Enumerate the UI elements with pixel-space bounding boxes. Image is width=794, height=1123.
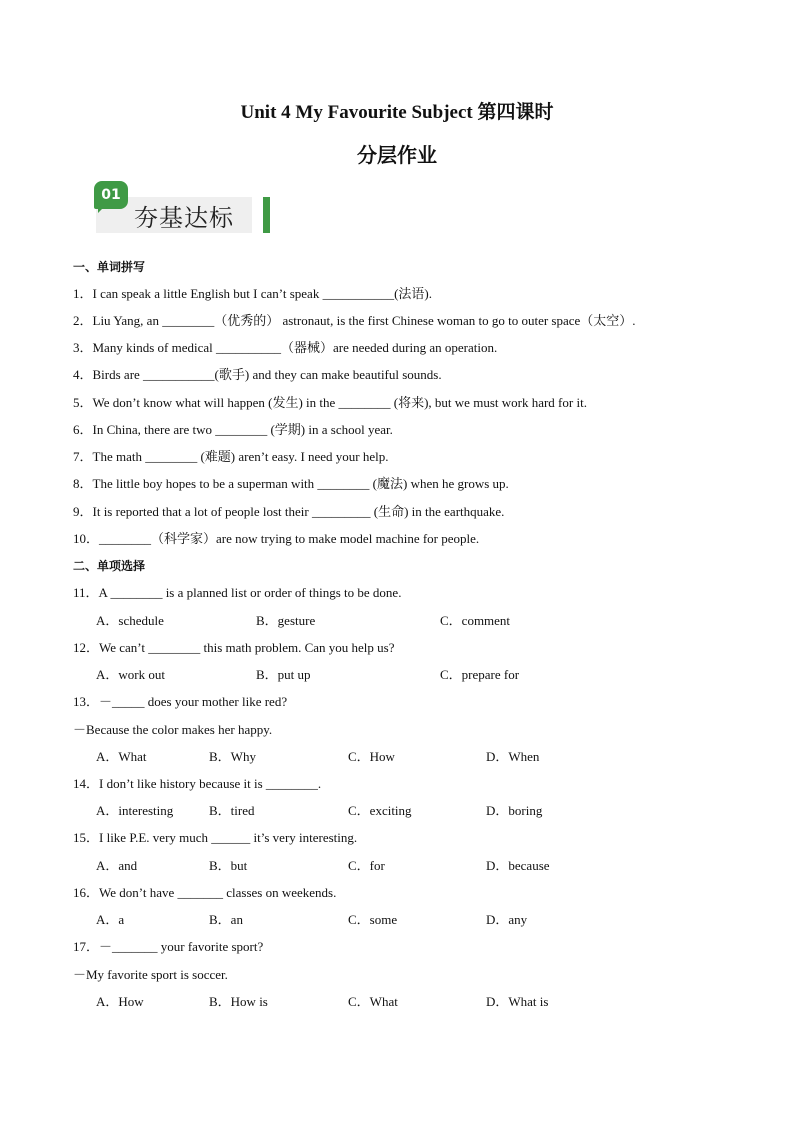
option-b: B．but	[209, 858, 248, 873]
option-b: B．Why	[209, 749, 256, 764]
question-stem: 12．We can’t ________ this math problem. Can you help us?	[73, 640, 395, 655]
spelling-item: 4．Birds are ___________(歌手) and they can make beautiful sounds.	[73, 367, 442, 382]
option-d: D．boring	[486, 803, 543, 818]
page-title: Unit 4 My Favourite Subject 第四课时	[240, 102, 554, 123]
banner-accent-bar	[263, 197, 270, 233]
option-c: C．exciting	[348, 803, 412, 818]
option-c: C．for	[348, 858, 385, 873]
option-b: B．an	[209, 912, 243, 927]
question-stem: 13．－_____ does your mother like red?	[73, 694, 288, 709]
section-heading-spelling: 一、单词拼写	[73, 260, 146, 274]
spelling-item: 1．I can speak a little English but I can’t speak ___________(法语).	[73, 286, 432, 301]
option-b: B．gesture	[256, 613, 316, 628]
option-a: A．How	[96, 994, 144, 1009]
page-subtitle: 分层作业	[357, 143, 437, 167]
section-banner	[84, 181, 274, 235]
spelling-item: 7．The math ________ (难题) aren’t easy. I need your help.	[73, 449, 389, 464]
option-c: C．How	[348, 749, 395, 764]
spelling-item: 8．The little boy hopes to be a superman with ________ (魔法) when he grows up.	[73, 476, 509, 491]
question-stem: 15．I like P.E. very much ______ it’s very interesting.	[73, 830, 358, 845]
dialogue-answer: －Because the color makes her happy.	[73, 722, 273, 737]
banner-title: 夯基达标	[134, 204, 234, 232]
option-c: C．comment	[440, 613, 511, 628]
option-a: A．schedule	[96, 613, 164, 628]
section-heading-choice: 二、单项选择	[73, 559, 146, 573]
spelling-item: 6．In China, there are two ________ (学期) in a school year.	[73, 422, 393, 437]
option-a: A．interesting	[96, 803, 174, 818]
option-b: B．How is	[209, 994, 268, 1009]
question-stem: 17．－_______ your favorite sport?	[73, 939, 264, 954]
option-d: D．any	[486, 912, 528, 927]
question-stem: 14．I don’t like history because it is ________.	[73, 776, 322, 791]
option-c: C．prepare for	[440, 667, 520, 682]
dialogue-answer: －My favorite sport is soccer.	[73, 967, 228, 982]
option-b: B．put up	[256, 667, 311, 682]
spelling-item: 2．Liu Yang, an ________（优秀的） astronaut, is the first Chinese woman to go to outer space（太空）.	[73, 313, 636, 328]
spelling-item: 9．It is reported that a lot of people lost their _________ (生命) in the earthquake.	[73, 504, 505, 519]
spelling-item: 5．We don’t know what will happen (发生) in the ________ (将来), but we must work hard for it.	[73, 395, 587, 410]
spelling-item: 10．________（科学家）are now trying to make model machine for people.	[73, 531, 480, 546]
option-a: A．work out	[96, 667, 165, 682]
option-a: A．and	[96, 858, 138, 873]
question-stem: 11．A ________ is a planned list or order of things to be done.	[73, 585, 402, 600]
option-d: D．What is	[486, 994, 549, 1009]
option-b: B．tired	[209, 803, 255, 818]
option-c: C．some	[348, 912, 398, 927]
option-a: A．What	[96, 749, 147, 764]
banner-number-badge: 01	[94, 181, 128, 209]
question-stem: 16．We don’t have _______ classes on weekends.	[73, 885, 337, 900]
option-a: A．a	[96, 912, 125, 927]
spelling-item: 3．Many kinds of medical __________（器械）are needed during an operation.	[73, 340, 498, 355]
option-d: D．because	[486, 858, 550, 873]
option-d: D．When	[486, 749, 540, 764]
option-c: C．What	[348, 994, 398, 1009]
